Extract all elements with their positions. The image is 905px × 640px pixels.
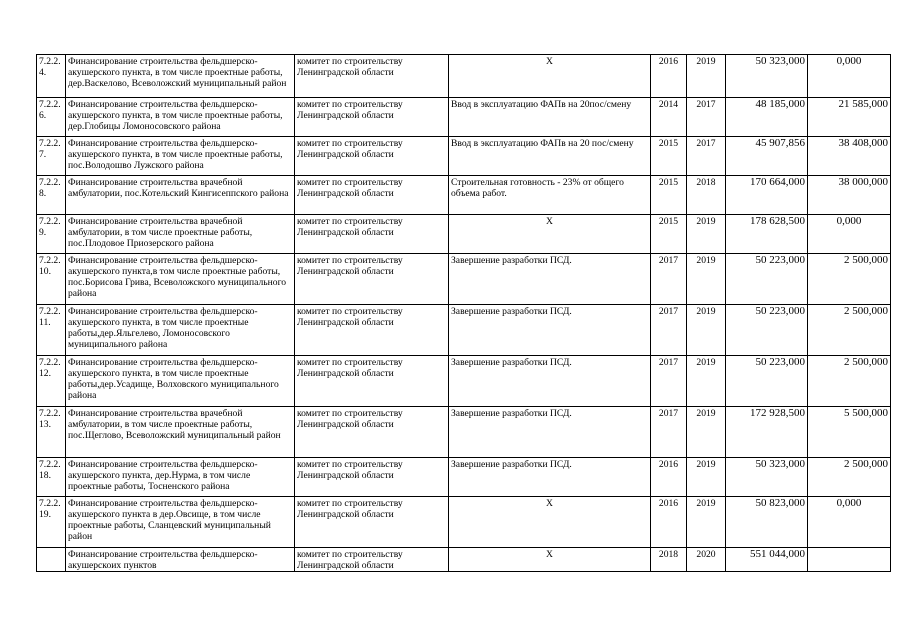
year-start-cell: 2016 — [651, 458, 687, 497]
total-amount-cell: 551 044,000 — [726, 548, 808, 572]
expected-result-cell: Х — [449, 497, 651, 548]
activity-name-cell: Финансирование строительства фельдшерско-акушерского пункта,в том числе проектные работы, пос.Борисова Грива, Всеволожского муниципального района — [66, 254, 295, 305]
total-amount-cell: 48 185,000 — [726, 98, 808, 137]
year-end-cell: 2018 — [687, 176, 726, 215]
total-amount-cell: 178 628,500 — [726, 215, 808, 254]
expected-result-cell: Завершение разработки ПСД. — [449, 254, 651, 305]
current-amount-cell: 0,000 — [808, 55, 891, 98]
activity-name-cell: Финансирование строительства фельдшерско-акушерского пункта, в том числе проектные работы, дер.Васкелово, Всеволожский муниципальный район — [66, 55, 295, 98]
row-number-cell: 7.2.2.18. — [37, 458, 66, 497]
expected-result-cell: Ввод в эксплуатацию ФАПв на 20пос/смену — [449, 98, 651, 137]
table-row — [37, 55, 891, 98]
year-start-cell: 2017 — [651, 407, 687, 458]
row-number-cell: 7.2.2.13. — [37, 407, 66, 458]
current-amount-cell: 2 500,000 — [808, 458, 891, 497]
total-amount-cell: 50 223,000 — [726, 356, 808, 407]
table-row — [37, 176, 891, 215]
total-amount-cell: 50 823,000 — [726, 497, 808, 548]
expected-result-cell: Завершение разработки ПСД. — [449, 356, 651, 407]
year-end-cell: 2019 — [687, 407, 726, 458]
row-number-cell: 7.2.2.4. — [37, 55, 66, 98]
executor-cell: комитет по строительству Ленинградской области — [295, 407, 449, 458]
total-amount-cell: 50 323,000 — [726, 458, 808, 497]
year-start-cell: 2016 — [651, 497, 687, 548]
executor-cell: комитет по строительству Ленинградской области — [295, 548, 449, 572]
table-row — [37, 458, 891, 497]
current-amount-cell: 2 500,000 — [808, 305, 891, 356]
executor-cell: комитет по строительству Ленинградской области — [295, 497, 449, 548]
expected-result-cell: Завершение разработки ПСД. — [449, 407, 651, 458]
executor-cell: комитет по строительству Ленинградской области — [295, 254, 449, 305]
table-body — [37, 55, 891, 572]
expected-result-cell: Завершение разработки ПСД. — [449, 305, 651, 356]
expected-result-cell: Завершение разработки ПСД. — [449, 458, 651, 497]
row-number-cell: 7.2.2.7. — [37, 137, 66, 176]
row-number-cell: 7.2.2.9. — [37, 215, 66, 254]
row-number-cell: 7.2.2.19. — [37, 497, 66, 548]
activity-name-cell: Финансирование строительства фельдшерско-акушерского пункта, в том числе проектные работы, дер.Глобицы Ломоносовского района — [66, 98, 295, 137]
current-amount-cell: 0,000 — [808, 497, 891, 548]
expected-result-cell: Х — [449, 548, 651, 572]
total-amount-cell: 45 907,856 — [726, 137, 808, 176]
executor-cell: комитет по строительству Ленинградской области — [295, 137, 449, 176]
current-amount-cell: 21 585,000 — [808, 98, 891, 137]
current-amount-cell: 0,000 — [808, 215, 891, 254]
row-number-cell: 7.2.2.12. — [37, 356, 66, 407]
year-start-cell: 2014 — [651, 98, 687, 137]
year-end-cell: 2019 — [687, 497, 726, 548]
total-amount-cell: 50 223,000 — [726, 254, 808, 305]
table-row — [37, 98, 891, 137]
table-row — [37, 407, 891, 458]
year-start-cell: 2015 — [651, 215, 687, 254]
executor-cell: комитет по строительству Ленинградской области — [295, 55, 449, 98]
total-amount-cell: 170 664,000 — [726, 176, 808, 215]
table-row — [37, 356, 891, 407]
current-amount-cell: 2 500,000 — [808, 356, 891, 407]
year-start-cell: 2017 — [651, 254, 687, 305]
expected-result-cell: Ввод в эксплуатацию ФАПв на 20 пос/смену — [449, 137, 651, 176]
table-row — [37, 305, 891, 356]
expected-result-cell: Строительная готовность - 23% от общего объема работ. — [449, 176, 651, 215]
executor-cell: комитет по строительству Ленинградской области — [295, 215, 449, 254]
row-number-cell: 7.2.2.10. — [37, 254, 66, 305]
activity-name-cell: Финансирование строительства фельдшерско-акушерского пункта, в том числе проектные работы, пос.Володошво Лужского района — [66, 137, 295, 176]
year-start-cell: 2016 — [651, 55, 687, 98]
total-amount-cell: 172 928,500 — [726, 407, 808, 458]
row-number-cell: 7.2.2.6. — [37, 98, 66, 137]
current-amount-cell: 38 000,000 — [808, 176, 891, 215]
row-number-cell: 7.2.2.8. — [37, 176, 66, 215]
current-amount-cell: 2 500,000 — [808, 254, 891, 305]
activity-name-cell: Финансирование строительства врачебной амбулатории, в том числе проектные работы, пос.Плодовое Приозерского района — [66, 215, 295, 254]
table-row — [37, 548, 891, 572]
total-amount-cell: 50 323,000 — [726, 55, 808, 98]
activity-name-cell: Финансирование строительства фельдшерско-акушерского пункта, дер.Нурма, в том числе проектные работы, Тосненского района — [66, 458, 295, 497]
activity-name-cell: Финансирование строительства фельдшерско-акушерскоих пунктов — [66, 548, 295, 572]
year-end-cell: 2019 — [687, 305, 726, 356]
activity-name-cell: Финансирование строительства фельдшерско-акушерского пункта, в том числе проектные работы,дер.Усадище, Волховского муниципального района — [66, 356, 295, 407]
executor-cell: комитет по строительству Ленинградской области — [295, 176, 449, 215]
executor-cell: комитет по строительству Ленинградской области — [295, 98, 449, 137]
activity-name-cell: Финансирование строительства врачебной амбулатории, в том числе проектные работы, пос.Щеглово, Всеволожский муниципальный район — [66, 407, 295, 458]
year-end-cell: 2017 — [687, 137, 726, 176]
activity-name-cell: Финансирование строительства врачебной амбулатории, пос.Котельский Кингисеппского района — [66, 176, 295, 215]
year-start-cell: 2015 — [651, 176, 687, 215]
year-start-cell: 2015 — [651, 137, 687, 176]
activity-name-cell: Финансирование строительства фельдшерско-акушерского пункта, в том числе проектные работы,дер.Яльгелево, Ломоносовского муниципального района — [66, 305, 295, 356]
year-end-cell: 2017 — [687, 98, 726, 137]
year-end-cell: 2019 — [687, 458, 726, 497]
current-amount-cell: 38 408,000 — [808, 137, 891, 176]
executor-cell: комитет по строительству Ленинградской области — [295, 458, 449, 497]
expected-result-cell: Х — [449, 215, 651, 254]
table-row — [37, 137, 891, 176]
year-start-cell: 2018 — [651, 548, 687, 572]
expected-result-cell: Х — [449, 55, 651, 98]
program-table — [36, 54, 891, 572]
table-row — [37, 254, 891, 305]
year-start-cell: 2017 — [651, 356, 687, 407]
current-amount-cell: 5 500,000 — [808, 407, 891, 458]
current-amount-cell — [808, 548, 891, 572]
year-end-cell: 2019 — [687, 215, 726, 254]
year-end-cell: 2019 — [687, 55, 726, 98]
row-number-cell: 7.2.2.11. — [37, 305, 66, 356]
year-end-cell: 2019 — [687, 254, 726, 305]
activity-name-cell: Финансирование строительства фельдшерско-акушерского пункта в дер.Овсище, в том числе проектные работы, Сланцевский муниципальный район — [66, 497, 295, 548]
row-number-cell — [37, 548, 66, 572]
table-row — [37, 497, 891, 548]
year-end-cell: 2019 — [687, 356, 726, 407]
year-end-cell: 2020 — [687, 548, 726, 572]
executor-cell: комитет по строительству Ленинградской области — [295, 305, 449, 356]
total-amount-cell: 50 223,000 — [726, 305, 808, 356]
year-start-cell: 2017 — [651, 305, 687, 356]
table-row — [37, 215, 891, 254]
executor-cell: комитет по строительству Ленинградской области — [295, 356, 449, 407]
